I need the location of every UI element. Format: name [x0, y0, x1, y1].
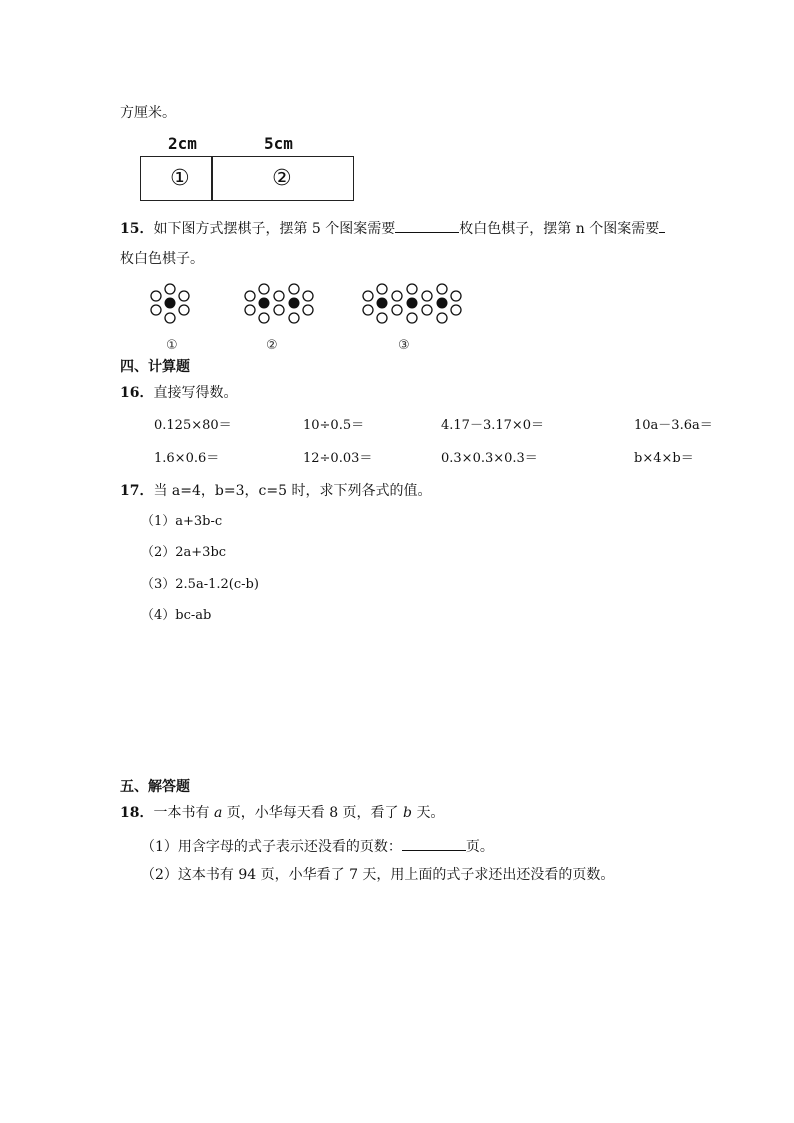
cell-1-label: ①: [170, 166, 190, 191]
q15-blank-2[interactable]: [659, 218, 665, 233]
q15-text-a: 如下图方式摆棋子，摆第 5 个图案需要: [153, 221, 396, 237]
q16-problem: 12÷0.03＝: [303, 451, 373, 466]
pattern-label-2: ②: [266, 338, 278, 353]
pattern-label-1: ①: [166, 338, 178, 353]
q18-sub1-unit: 页。: [465, 839, 494, 855]
q18-sub2: （2）这本书有 94 页，小华看了 7 天，用上面的式子求还出还没看的页数。: [141, 867, 615, 883]
q18-text-1: 一本书有: [153, 805, 210, 821]
q16-problem: 10a－3.6a＝: [634, 418, 713, 433]
section-5-title: 五、解答题: [120, 779, 190, 795]
q14-tail-text: 方厘米。: [120, 105, 176, 121]
q18-text-2: 页，小华每天看 8 页，看了: [226, 805, 399, 821]
q18-var-a: a: [213, 805, 223, 821]
q16-problem: b×4×b＝: [634, 451, 694, 466]
chess-pattern-figure: [140, 278, 480, 358]
q16-problem: 10÷0.5＝: [303, 418, 365, 433]
width-label-2: 5cm: [264, 134, 293, 153]
q18-sub1: [141, 836, 494, 856]
q16-problem: 4.17－3.17×0＝: [441, 418, 545, 433]
rectangle-divider: [211, 156, 213, 201]
q18-number: 18．: [120, 805, 154, 821]
q17-item: （3）2.5a-1.2(c-b): [141, 577, 259, 592]
q18-blank[interactable]: [402, 836, 466, 851]
cell-2-label: ②: [272, 166, 292, 191]
q18-var-b: b: [403, 805, 412, 821]
q17-text: 当 a=4，b=3，c=5 时，求下列各式的值。: [153, 483, 432, 499]
q15-number: 15．: [120, 221, 154, 237]
q18-heading: [120, 804, 444, 822]
q16-problem: 1.6×0.6＝: [154, 451, 220, 466]
q16-text: 直接写得数。: [153, 385, 238, 401]
q15-line1: [120, 218, 665, 238]
q18-text-3: 天。: [416, 805, 445, 821]
q15-text-b: 枚白色棋子，摆第 n 个图案需要: [459, 221, 660, 237]
q17-heading: [120, 482, 431, 500]
section-4-title: 四、计算题: [120, 359, 190, 375]
width-label-1: 2cm: [168, 134, 197, 153]
q18-sub1-text: （1）用含字母的式子表示还没看的页数：: [141, 839, 402, 855]
q15-blank-1[interactable]: [395, 218, 459, 233]
q16-number: 16．: [120, 385, 154, 401]
q16-problem: 0.3×0.3×0.3＝: [441, 451, 538, 466]
q16-heading: [120, 384, 237, 402]
q17-number: 17．: [120, 483, 154, 499]
q15-line2: 枚白色棋子。: [120, 251, 204, 267]
q17-item: （1）a+3b-c: [141, 514, 223, 529]
q17-item: （4）bc-ab: [141, 608, 212, 623]
q17-item: （2）2a+3bc: [141, 545, 227, 560]
pattern-label-3: ③: [398, 338, 410, 353]
q16-problem: 0.125×80＝: [154, 418, 232, 433]
